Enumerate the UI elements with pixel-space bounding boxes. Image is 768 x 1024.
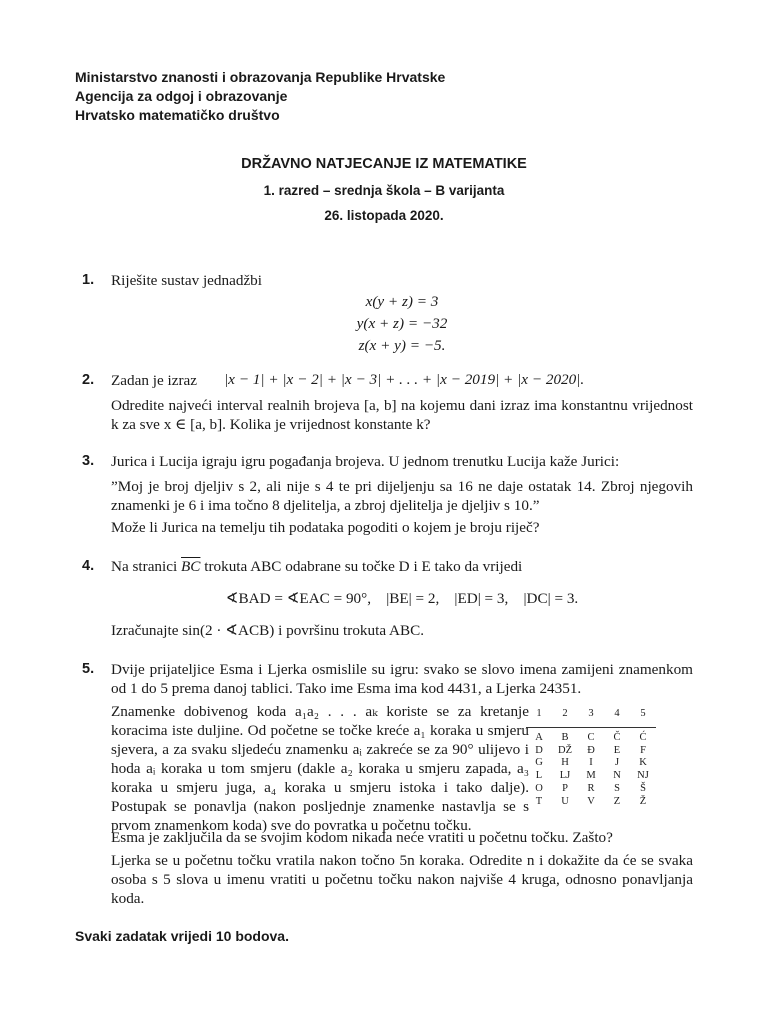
- ministry-name: Ministarstvo znanosti i obrazovanja Republike Hrvatske: [75, 69, 446, 85]
- agency-name: Agencija za odgoj i obrazovanje: [75, 88, 288, 104]
- problem-1-equation-2: y(x + z) = −32: [356, 315, 448, 332]
- problem-4-statement: [111, 557, 693, 576]
- problem-2-intro: Zadan je izraz: [111, 372, 198, 389]
- code-row: [526, 770, 656, 783]
- scoring-note: Svaki zadatak vrijedi 10 bodova.: [75, 928, 289, 944]
- letter-code-table: [526, 708, 656, 809]
- problem-4-number: 4.: [82, 558, 95, 574]
- code-cell: Š: [640, 782, 646, 794]
- problem-3-question: Može li Jurica na temelju tih podataka pogoditi o kojem je broju riječ?: [111, 519, 540, 536]
- problem-4-line-pre: Na stranici: [111, 558, 182, 575]
- code-cell: Đ: [587, 744, 595, 756]
- code-cell: R: [587, 782, 595, 794]
- problem-1-number: 1.: [82, 272, 95, 288]
- code-header-1: 1: [536, 708, 542, 719]
- code-cell: M: [586, 770, 596, 782]
- competition-subtitle: 1. razred – srednja škola – B varijanta: [263, 183, 505, 198]
- code-cell: NJ: [637, 770, 649, 782]
- problem-3-quote: ”Moj je broj djeljiv s 2, ali nije s 4 te pri dijeljenju sa 16 ne daje ostatak 14. Zbroj njegovih znamenki je 6 i ima točno 8 djelitelja, a zbroj djelitelja je djeljiv s 10.”: [111, 478, 693, 514]
- problem-5-body: Znamenke dobivenog koda a₁a₂ . . . aₖ koriste se za kretanje koracima iste duljine. Od početne se točke kreće a₁ koraka u smjeru sjevera, a za svaku sljedeću znamenku aᵢ zakreće se za 90° ulijevo i hoda aᵢ koraka u tom smjeru (dakle a₂ koraka u smjeru zapada, a₃ koraka u smjeru juga, a₄ koraka u smjeru istoka i tako dalje). Postupak se ponavlja (nakon posljednje znamenke nastavlja se s prvom znamenkom koda) sve do povratka u početnu točku.: [111, 703, 529, 834]
- code-cell: L: [535, 770, 543, 782]
- problem-1-equation-1: x(y + z) = 3: [365, 293, 439, 310]
- competition-title: DRŽAVNO NATJECANJE IZ MATEMATIKE: [241, 156, 527, 172]
- code-cell: J: [614, 757, 620, 769]
- code-cell: N: [613, 770, 621, 782]
- code-cell: DŽ: [558, 744, 572, 756]
- code-cell: Č: [613, 731, 621, 743]
- code-header-3: 3: [588, 708, 594, 719]
- code-header-4: 4: [614, 708, 620, 719]
- problem-3-line1: Jurica i Lucija igraju igru pogađanja brojeva. U jednom trenutku Lucija kaže Jurici:: [111, 453, 620, 470]
- problem-2-expression: |x − 1| + |x − 2| + |x − 3| + . . . + |x − 2019| + |x − 2020|.: [224, 371, 585, 388]
- code-row: [526, 745, 656, 758]
- code-header-2: 2: [562, 708, 568, 719]
- code-cell: O: [535, 782, 543, 794]
- code-cell: P: [562, 782, 568, 794]
- code-cell: D: [535, 744, 543, 756]
- code-cell: Ž: [639, 795, 647, 807]
- code-cell: E: [613, 744, 621, 756]
- code-row: [526, 796, 656, 809]
- problem-4-question: Izračunajte sin(2 · ∢ACB) i površinu trokuta ABC.: [111, 622, 425, 639]
- problem-4-line-post: trokuta ABC odabrane su točke D i E tako da vrijedi: [200, 558, 523, 575]
- code-row: [526, 757, 656, 770]
- code-cell: V: [587, 795, 595, 807]
- code-header-5: 5: [640, 708, 646, 719]
- problem-3-number: 3.: [82, 453, 95, 469]
- segment-bc: $\overline{BC}$: [181, 558, 201, 575]
- code-row: [526, 732, 656, 745]
- problem-2-number: 2.: [82, 372, 95, 388]
- problem-1-intro: Riješite sustav jednadžbi: [111, 272, 262, 289]
- problem-5-question-1: Esma je zaključila da se svojim kodom nikada neće vratiti u početnu točku. Zašto?: [111, 829, 613, 846]
- code-cell: U: [561, 795, 569, 807]
- code-cell: S: [614, 782, 620, 794]
- code-cell: I: [589, 757, 593, 769]
- code-cell: C: [587, 731, 595, 743]
- problem-1-equation-3: z(x + y) = −5.: [358, 337, 446, 354]
- code-cell: A: [535, 731, 543, 743]
- problem-5-intro: Dvije prijateljice Esma i Ljerka osmislile su igru: svako se slovo imena zamijeni znamenkom od 1 do 5 prema danoj tablici. Tako ime Esma ima kod 4431, a Ljerka 24351.: [111, 661, 693, 697]
- code-cell: B: [561, 731, 569, 743]
- problem-5-question-2: Ljerka se u početnu točku vratila nakon točno 5n koraka. Odredite n i dokažite da će se svaka osoba s 5 slova u imenu vratiti u početnu točku nakon najviše 4 kruga, odnosno ponavljanja koda.: [111, 852, 693, 907]
- document-header: [75, 68, 445, 125]
- code-cell: K: [639, 757, 647, 769]
- society-name: Hrvatsko matematičko društvo: [75, 107, 280, 123]
- problem-5-number: 5.: [82, 661, 95, 677]
- problem-2-text: Odredite najveći interval realnih brojeva [a, b] na kojemu dani izraz ima konstantnu vrijednost k za sve x ∈ [a, b]. Kolika je vrijednost konstante k?: [111, 397, 693, 433]
- code-cell: G: [535, 757, 543, 769]
- code-cell: Z: [613, 795, 621, 807]
- code-row: [526, 783, 656, 796]
- code-cell: Ć: [639, 731, 647, 743]
- problem-4-equation: ∢BAD = ∢EAC = 90°, |BE| = 2, |ED| = 3, |DC| = 3.: [225, 590, 579, 607]
- code-cell: LJ: [559, 770, 571, 782]
- code-cell: F: [640, 744, 646, 756]
- code-cell: T: [535, 795, 543, 807]
- code-cell: H: [561, 757, 569, 769]
- competition-date: 26. listopada 2020.: [324, 208, 444, 223]
